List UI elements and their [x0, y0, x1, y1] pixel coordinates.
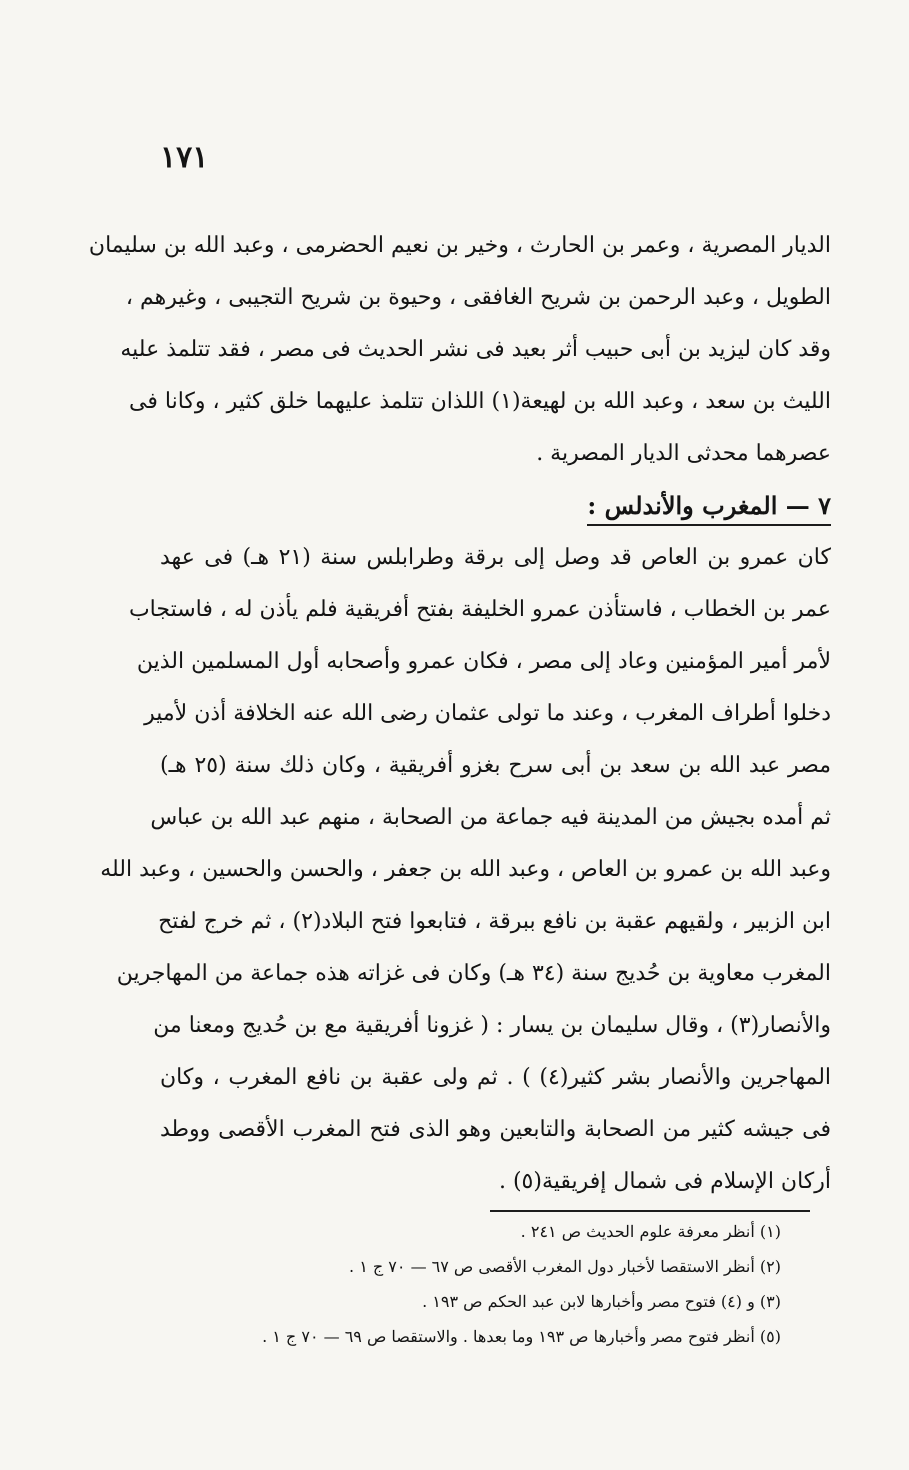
text-line: المهاجرين والأنصار بشر كثير(٤) ) . ثم ولى عقبة بن نافع المغرب ، وكان [160, 1065, 832, 1090]
paragraph-1 [88, 220, 831, 480]
text-line: لأمر أمير المؤمنين وعاد إلى مصر ، فكان عمرو وأصحابه أول المسلمين الذين [136, 649, 831, 674]
text-line: فى جيشه كثير من الصحابة والتابعين وهو الذى فتح المغرب الأقصى ووطد [160, 1117, 831, 1142]
main-text [88, 220, 832, 1208]
footnotes [108, 1214, 781, 1354]
text-line: الطويل ، وعبد الرحمن بن شريح الغافقى ، وحيوة بن شريح التجيبى ، وغيرهم ، [125, 285, 831, 310]
footnote: (٢) أنظر الاستقصا لأخبار دول المغرب الأقصى ص ٦٧ — ٧٠ ج ١ . [349, 1257, 781, 1276]
text-line: ابن الزبير ، ولقيهم عقبة بن نافع ببرقة ، فتابعوا فتح البلاد(٢) ، ثم خرج لفتح [158, 909, 831, 934]
text-line: عمر بن الخطاب ، فاستأذن عمرو الخليفة بفتح أفريقية فلم يأذن له ، فاستجاب [128, 597, 831, 622]
text-line: والأنصار(٣) ، وقال سليمان بن يسار : ( غزونا أفريقية مع بن حُديج ومعنا من [153, 1013, 831, 1038]
paragraph-2 [100, 532, 832, 1208]
text-line: أركان الإسلام فى شمال إفريقية(٥) . [498, 1169, 831, 1194]
footnote: (٣) و (٤) فتوح مصر وأخبارها لابن عبد الحكم ص ١٩٣ . [422, 1292, 781, 1311]
text-line: المغرب معاوية بن حُديج سنة (٣٤ هـ) وكان فى غزاته هذه جماعة من المهاجرين [116, 961, 831, 986]
section-heading-text: ٧ — المغرب والأندلس : [587, 488, 831, 526]
text-line: دخلوا أطراف المغرب ، وعند ما تولى عثمان رضى الله عنه الخلافة أذن لأمير [144, 701, 831, 726]
text-line: وعبد الله بن عمرو بن العاص ، وعبد الله بن جعفر ، والحسن والحسين ، وعبد الله [100, 857, 831, 882]
text-line: مصر عبد الله بن سعد بن أبى سرح بغزو أفريقية ، وكان ذلك سنة (٢٥ هـ) [160, 753, 831, 778]
section-heading [160, 480, 831, 532]
text-line: وقد كان ليزيد بن أبى حبيب أثر بعيد فى نشر الحديث فى مصر ، فقد تتلمذ عليه [120, 337, 831, 362]
footnote-separator [490, 1210, 810, 1212]
text-line: الليث بن سعد ، وعبد الله بن لهيعة(١) اللذان تتلمذ عليهما خلق كثير ، وكانا فى [129, 389, 831, 414]
text-line: كان عمرو بن العاص قد وصل إلى برقة وطرابلس سنة (٢١ هـ) فى عهد [160, 545, 831, 570]
text-line: ثم أمده بجيش من المدينة فيه جماعة من الصحابة ، منهم عبد الله بن عباس [150, 805, 831, 830]
text-line: عصرهما محدثى الديار المصرية . [536, 441, 831, 466]
text-line: الديار المصرية ، وعمر بن الحارث ، وخير بن نعيم الحضرمى ، وعبد الله بن سليمان [88, 233, 831, 258]
page-number: ١٧١ [160, 140, 209, 175]
footnote: (٥) أنظر فتوح مصر وأخبارها ص ١٩٣ وما بعدها . والاستقصا ص ٦٩ — ٧٠ ج ١ . [262, 1327, 781, 1346]
footnote: (١) أنظر معرفة علوم الحديث ص ٢٤١ . [520, 1222, 781, 1241]
